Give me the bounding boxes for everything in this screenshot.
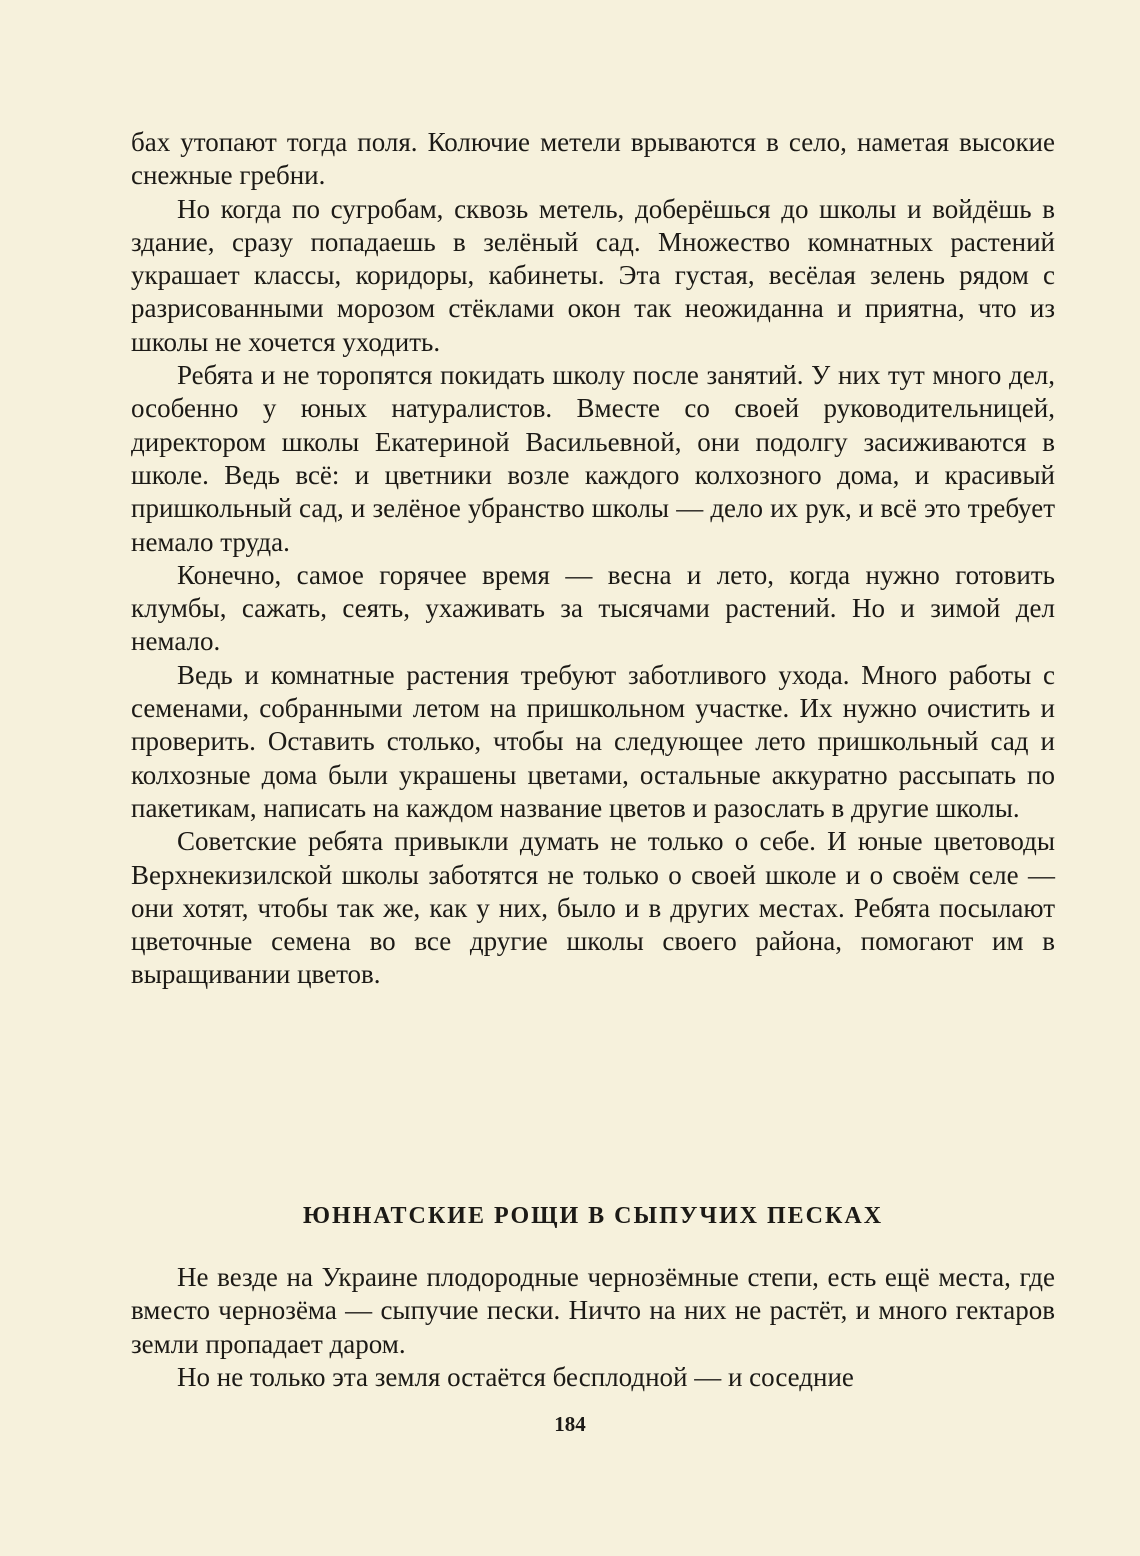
body-text-bottom (131, 1261, 1055, 1394)
page-number: 184 (554, 1412, 586, 1436)
section-heading: ЮННАТСКИЕ РОЩИ В СЫПУЧИХ ПЕСКАХ (302, 1203, 884, 1229)
paragraph-barren-land: Но не только эта земля остаётся бесплодной — и соседние (177, 1361, 854, 1392)
paragraph-seeds-work: Ведь и комнатные растения требуют заботливого ухода. Много работы с семенами, собранными летом на пришкольном участке. Их нужно очистить и проверить. Оставить столько, чтобы на следующее лето пришкольный сад и колхозные дома были украшены цветами, остальные аккуратно рассыпать по пакетикам, написать на каждом название цветов и разослать в другие школы. (131, 659, 1055, 823)
body-text-top (131, 126, 1055, 992)
paragraph-ukraine-sands: Не везде на Украине плодородные чернозёмные степи, есть ещё места, где вместо чернозёма — сыпучие пески. Ничто на них не растёт, и много гектаров земли пропадает даром. (131, 1262, 1055, 1359)
paragraph-school-garden: Но когда по сугробам, сквозь метель, доберёшься до школы и войдёшь в здание, сразу попадаешь в зелёный сад. Множество комнатных растений украшает классы, коридоры, кабинеты. Эта густая, весёлая зелень рядом с разрисованными морозом стёклами окон так неожиданна и приятна, что из школы не хочется уходить. (131, 193, 1055, 357)
paragraph-continuation: бах утопают тогда поля. Колючие метели врываются в село, наметая высокие снежные гребни. (131, 127, 1055, 191)
paragraph-young-naturalists: Ребята и не торопятся покидать школу после занятий. У них тут много дел, особенно у юных натуралистов. Вместе со своей руководительницей, директором школы Екатериной Васильевной, они подолгу засиживаются в школе. Ведь всё: и цветники возле каждого колхозного дома, и красивый пришкольный сад, и зелёное убранство школы — дело их рук, и всё это требует немало труда. (131, 360, 1055, 557)
paragraph-spring-summer: Конечно, самое горячее время — весна и лето, когда нужно готовить клумбы, сажать, сеять, ухаживать за тысячами растений. Но и зимой дел немало. (131, 559, 1055, 657)
paragraph-soviet-children: Советские ребята привыкли думать не только о себе. И юные цветоводы Верхнекизилской школы заботятся не только о своей школе и о своём селе — они хотят, чтобы так же, как у них, было и в других местах. Ребята посылают цветочные семена во все другие школы своего района, помогают им в выращивании цветов. (131, 826, 1055, 990)
